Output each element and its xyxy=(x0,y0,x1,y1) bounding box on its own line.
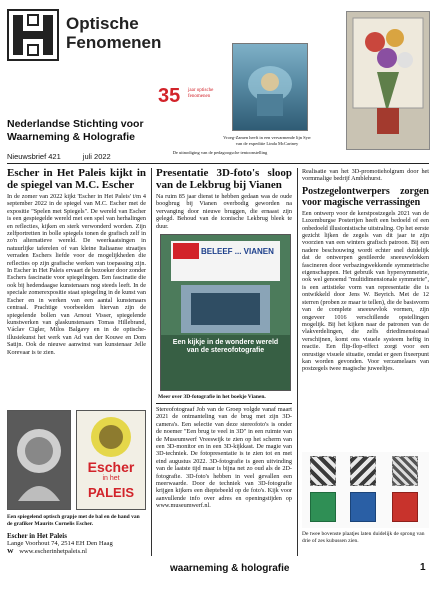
stamp-snowflake-green xyxy=(310,492,336,522)
lekbrug-body-top: Na ruim 85 jaar dienst te hebben gedaan was de oude boogbrug bij Vianen overbodig geworden na vervanging door nieuwe bruggen, die ernaast zijn gelegd. Behoud van de iconische Lekbrug bleek te duur. xyxy=(156,193,292,230)
hc-monogram-icon xyxy=(9,11,57,59)
stamp-cubes-1 xyxy=(310,456,336,486)
escher-poster-line1: Escher xyxy=(87,459,135,475)
lekbrug-sign: BELEEF ... VIANEN xyxy=(201,247,274,256)
lekbrug-headline: Presentatie 3D-foto's sloop van de Lekbrug bij Vianen xyxy=(156,167,292,191)
footer-brand: waarneming & holografie xyxy=(170,563,290,574)
top-caption: De uitnodiging van de pedagoogsche tentoonstelling xyxy=(172,150,268,155)
escher-info-box xyxy=(7,530,146,557)
escher-poster-line2: in het xyxy=(102,475,120,482)
issue-date: juli 2022 xyxy=(82,152,111,161)
masthead-title-line2: Fenomenen xyxy=(66,33,162,52)
stamp-snowflake-red xyxy=(392,492,418,522)
escher-sphere-photo xyxy=(7,410,71,510)
lekbrug-rule xyxy=(156,403,292,404)
page-number: 1 xyxy=(420,562,426,573)
issue-number: Nieuwsbrief 421 xyxy=(7,152,61,161)
lekbrug-banner: Een kijkje in de wondere wereld van de stereofotografie xyxy=(172,339,279,354)
anniversary-badge xyxy=(158,84,228,110)
stamp-cubes-2 xyxy=(350,456,376,486)
organization-name xyxy=(7,118,144,143)
postzegel-headline: Postzegelontwerpers zorgen voor magische verrassingen xyxy=(302,185,429,208)
masthead-rule xyxy=(7,163,429,164)
escher-website-link[interactable]: www.escherinhetpaleis.nl xyxy=(19,548,87,556)
escher-photo-caption: Een spiegelend optisch grapje met de bal en de hand van de grafiker Maurits Cornelis Escher. xyxy=(7,514,140,527)
escher-headline: Escher in Het Paleis kijkt in de spiegel van M.C. Escher xyxy=(7,167,146,191)
escher-info-title: Escher in Het Paleis xyxy=(7,532,67,540)
escher-info-prefix: W xyxy=(7,548,14,556)
escher-article xyxy=(7,168,146,356)
anniversary-number: 35 xyxy=(158,85,181,107)
stamp-cubes-3 xyxy=(392,456,418,486)
organization-line2: Waarneming & Holografie xyxy=(7,130,135,143)
column-divider-1 xyxy=(151,168,152,556)
hologram-caption: Vroeg-Zamen heeft in een vervarmende lijn Syrr van de expeditie Linda McCartney xyxy=(223,135,311,146)
lekbrug-article-bottom xyxy=(156,406,292,510)
lekbrug-brochure-photo xyxy=(160,234,291,391)
escher-poster xyxy=(76,410,146,510)
stamp-snowflake-blue xyxy=(350,492,376,522)
masthead-title-line1: Optische xyxy=(66,14,139,33)
postzegel-body: Een ontwerp voor de kerstpostzegels 2021 van de Luxemburgse Posterijen heeft een bedoeld of een onbedoeld illusionistische uitstraling. Op het eerste gezicht lijken de zegels van dit jaar te zijn voorzien van een winters grafisch patroon. Bij een nadere beschouwing wordt echter snel duidelijk dat de ontwerpen gestileerde sneeuwvlokken fascineren door verbazingwekkende symmetrische eigenschappen. Het gebruik van hypersymmetrie, ook wel genoemd "multidimensionale symmetrie", is een artistieke vorm van representatie die is ontwikkeld door Jens W. Beyrich. Met de 12 sterren (proben ze maar te tellen), die de basisvorm van de complete sneeuwvlok vormen, zijn ongeveer 1016 verschillende opstellingen mogelijk. Bij het kijken naar de patronen van de vlakverdelingen, die zelfs driedimensionaal verschijnen, komt ons visuele systeem heftig in reactie. Een flip-flop-effect zorgt voor een onrustige visuele situatie, omdat er geen fixeerpunt kan worden gevonden. Voor verzamelaars van postzegels twee magische juweeltjes. xyxy=(302,209,429,373)
hologram-photo xyxy=(232,43,308,131)
column-divider-2 xyxy=(297,168,298,556)
postzegel-article xyxy=(302,168,429,373)
escher-poster-line3: PALEIS xyxy=(88,485,134,500)
lekbrug-body-bottom: Stereofotograaf Job van de Groep volgde vanaf maart 2021 de ontmanteling van de brug met zijn 3D-camera's. Een selectie van deze stereofoto's is onder de noemer "Een brug te veel in 3D" in een ruimte van de Museumwerf Vreeswijk te zien op het scherm van een 3D-monitor en in een 3D-kijkkast. De magie van 3D-techniek. De fotopresentatie is te zien tot en met eind augustus 2022. 3D-fotografie is geen uitvinding van de laatste tijd maar is bijna net zo oud als de 2D-fotografie. 3D-foto's hebben in veel gevallen een meerwaarde. Door de techniek van 3D-fotografie krijgen kijkers een dieptebeeld op de foto's. Kijk voor aanvullende info over adres en openingstijden op www.museumwerf.nl. xyxy=(156,406,292,510)
escher-info-address: Lange Voorhout 74, 2514 EH Den Haag xyxy=(7,540,113,548)
escher-body: In de zomer van 2022 kijkt 'Escher in Het Paleis' t/m 4 september 2022 in de spiegel van M.C. Escher met de expositie "Spelen met Spiegels". De wereld van Escher is een gespiegelde wereld met een spel van herhalingen en reflecties, kijken en sterk verwonderd worden. Zijn zelfportretten in bolle spiegels tonen de grafisch zelf in zo'n alternatieve wereld. De weerkaatsingen in natuurlijke taferelen of van kleine Italiaanse straatjes verraden Eschers liefde voor de mogelijkheden die reflecties op zijn grafische werken van toepassing zijn. In Escher in Het Paleis ervaart de bezoeker door zonder Eschers fascinatie voor spiegelingen. Een fascinatie die ook bij hedendaagse kunstenaars nog steeds leeft. In de speciale zomerexpositie staat spiegeling in de kunst van Escher en in werken van een aantal kunstenaars centraal. Prachtige voorbeelden hiervan zijn de spiegelende bollen van Arnout Visser, spiegelende kunstwerken van glaskunstenaars Tomas Hillebrand, Václav Cigler, Milos Balgavy en in de optische-illusiekunst het werk van Ad van der Kouwe en Dom Satijn. Ook de nieuwe aanwinst van kunstenaar Jelle Korevaar is te zien. xyxy=(7,193,146,356)
flower-vase-photo xyxy=(346,11,430,150)
stamp-caption: De twee bovenste plaatjes laten duidelijk de sprong van drie of zes kubussen zien. xyxy=(302,531,425,544)
masthead-title xyxy=(66,14,161,52)
postzegel-intro: Realisatie van het 3D-promotieholgram door het vormmalige bedrijf Amblehurst. xyxy=(302,168,429,183)
lekbrug-figure-caption: Meer over 3D-fotografie in het boekje Vianen. xyxy=(158,394,266,400)
organization-line1: Nederlandse Stichting voor xyxy=(7,118,144,130)
lekbrug-article-top xyxy=(156,168,292,230)
anniversary-text: jaar optische fenomenen xyxy=(188,88,214,99)
stamp-sheet xyxy=(302,452,429,528)
foundation-logo xyxy=(7,9,59,61)
